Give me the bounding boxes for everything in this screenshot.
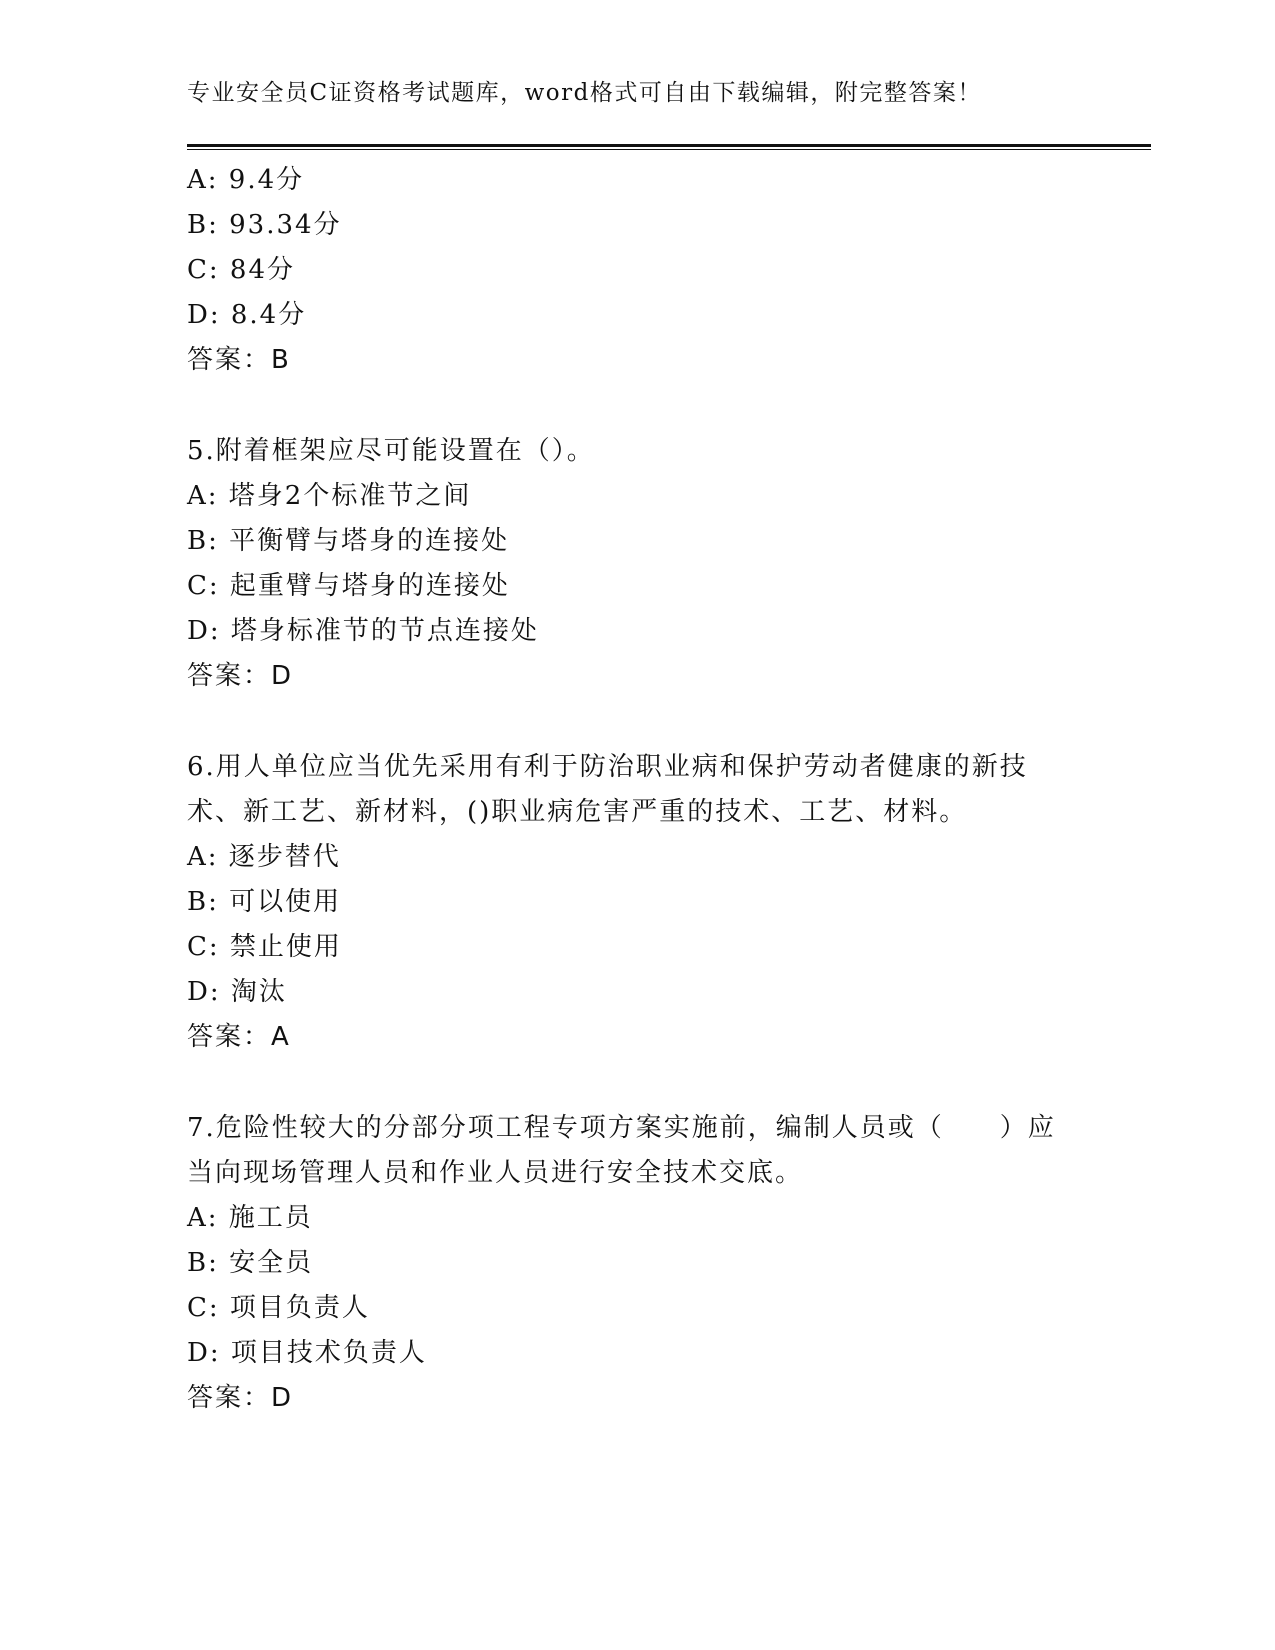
question-stem-line-1: 6.用人单位应当优先采用有利于防治职业病和保护劳动者健康的新技 — [187, 752, 1028, 782]
answer: 答案：D — [187, 661, 294, 691]
question-5 — [187, 429, 1087, 699]
question-list — [187, 158, 1087, 1421]
question-stem-line-2: 当向现场管理人员和作业人员进行安全技术交底。 — [187, 1158, 804, 1188]
header-rule-thick — [187, 144, 1151, 147]
header-rule-thin — [187, 149, 1151, 150]
question-7 — [187, 1106, 1087, 1421]
option-c: C: 84分 — [187, 255, 296, 285]
option-d: D: 8.4分 — [187, 300, 307, 330]
answer: 答案：D — [187, 1383, 294, 1413]
option-b: B: 平衡臂与塔身的连接处 — [187, 526, 510, 556]
option-c: C: 禁止使用 — [187, 932, 342, 962]
question-stem-line-2: 术、新工艺、新材料，()职业病危害严重的技术、工艺、材料。 — [187, 797, 968, 827]
page-header: 专业安全员C证资格考试题库，word格式可自由下载编辑，附完整答案！ — [187, 80, 982, 106]
question-4 — [187, 158, 1087, 383]
option-a: A: 逐步替代 — [187, 842, 341, 872]
question-6 — [187, 745, 1087, 1060]
question-stem: 5.附着框架应尽可能设置在（）。 — [187, 436, 595, 466]
option-c: C: 项目负责人 — [187, 1293, 370, 1323]
option-d: D: 塔身标准节的节点连接处 — [187, 616, 539, 646]
option-b: B: 93.34分 — [187, 210, 342, 240]
option-d: D: 淘汰 — [187, 977, 287, 1007]
option-a: A: 塔身2个标准节之间 — [187, 481, 472, 511]
answer: 答案：B — [187, 345, 291, 375]
question-stem-line-1: 7.危险性较大的分部分项工程专项方案实施前，编制人员或（ ）应 — [187, 1113, 1056, 1143]
answer: 答案：A — [187, 1022, 291, 1052]
option-a: A: 9.4分 — [187, 165, 305, 195]
option-b: B: 可以使用 — [187, 887, 342, 917]
option-d: D: 项目技术负责人 — [187, 1338, 427, 1368]
option-a: A: 施工员 — [187, 1203, 313, 1233]
option-b: B: 安全员 — [187, 1248, 314, 1278]
option-c: C: 起重臂与塔身的连接处 — [187, 571, 510, 601]
